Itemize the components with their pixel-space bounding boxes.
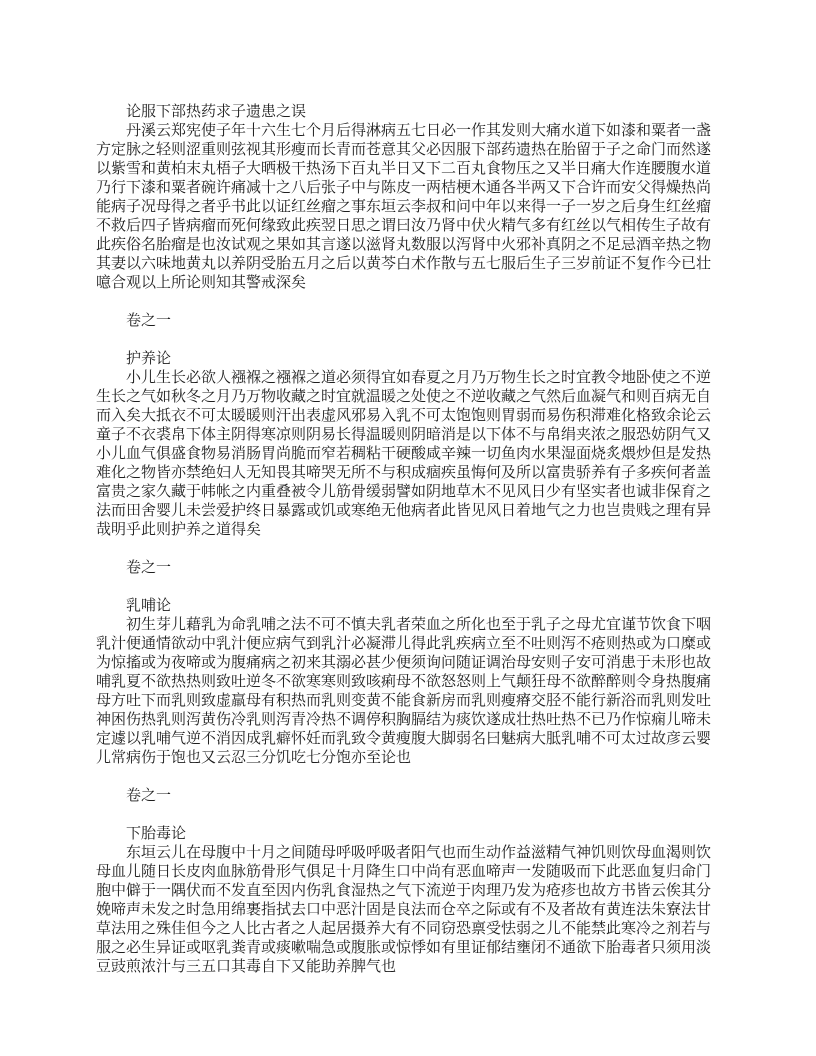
section-title: 乳哺论: [126, 598, 172, 614]
section-title: 护养论: [126, 351, 172, 367]
text-line: 草法用之殊佳但今之人比古者之人起居摄养大有不同窃恐禀受怯弱之儿不能禁此寒冷之剂若与: [96, 921, 712, 937]
text-line: 东垣云儿在母腹中十月之间随母呼吸呼吸者阳气也而生动作益滋精气神饥则饮母血渴则饮: [126, 845, 712, 861]
text-line: 丹溪云郑宪使子年十六生七个月后得淋病五七日必一作其发则大痛水道下如漆和粟者一盏: [126, 123, 712, 139]
text-line: 娩啼声未发之时急用绵裹指拭去口中恶汁固是良法而仓卒之际或有不及者故有黄连法朱寮法甘: [96, 902, 712, 918]
volume-heading: 卷之一: [126, 560, 172, 576]
text-line: 胞中僻于一隅伏而不发直至因内伤乳食湿热之气下流逆于肉理乃发为疮疹也故方书皆云俟其分: [96, 883, 712, 899]
text-line: 不救后四子皆病瘤而死何缘致此疾翌日思之谓曰汝乃肾中伏火精气多有红丝以气相传生子故有: [96, 218, 712, 234]
text-line: 豆豉煎浓汁与三五口其毒自下又能助养脾气也: [96, 959, 397, 975]
text-line: 富贵之家久藏于帏帐之内重叠被令儿筋骨缓弱譬如阴地草木不见风日少有坚实者也诚非保育之: [96, 484, 712, 500]
text-line: 小儿生长必欲人襁褓之襁褓之道必须得宜如春夏之月乃万物生长之时宜教令地卧使之不逆: [126, 370, 712, 386]
text-line: 服之必生异证或呕乳粪青或痰嗽喘急或腹胀或惊悸如有里证郁结壅闭不通欲下胎毒者只须用淡: [96, 940, 712, 956]
section-title: 下胎毒论: [126, 826, 187, 842]
text-line: 以紫雪和黄柏末丸梧子大晒极干热汤下百丸半日又下二百丸食物压之又半日痛大作连腰腹水道: [96, 161, 712, 177]
text-line: 方定脉之轻则涩重则弦视其形瘦而长青而苍意其父必因服下部药遗热在胎留于子之命门而然遂: [96, 142, 712, 158]
text-line: 儿常病伤于饱也又云忍三分饥吃七分饱亦至论也: [96, 750, 412, 766]
text-line: 神困伤热乳则泻黄伤冷乳则泻青冷热不调停积胸膈结为痰饮遂成壮热吐热不已乃作惊痫儿啼未: [96, 712, 712, 728]
text-line: 小儿血气俱盛食物易消肠胃尚脆而窄若稠粘干硬酸咸辛辣一切鱼肉水果湿面烧炙煨炒但是发热: [96, 446, 712, 462]
text-line: 哉明乎此则护养之道得矣: [96, 522, 262, 538]
text-line: 童子不衣裘帛下体主阴得寒凉则阴易长得温暖则阴暗消是以下体不与帛绢夹浓之服恐妨阴气又: [96, 427, 712, 443]
text-line: 生长之气如秋冬之月乃万物收藏之时宜就温暖之处使之不逆收藏之气然后血凝气和则百病无自: [96, 389, 712, 405]
text-line: 此疾俗名胎瘤是也汝试观之果如其言遂以滋肾丸数服以泻肾中火邪补真阴之不足忌酒辛热之物: [96, 237, 712, 253]
text-line: 法而田舍婴儿未尝爱护终日暴露或饥或寒绝无他病者此皆见风日着地气之力也岂贵贱之理有异: [96, 503, 712, 519]
text-line: 乳汁便通情欲动中乳汁便应病气到乳汁必凝滞儿得此乳疾病立至不吐则泻不疮则热或为口糜或: [96, 636, 712, 652]
text-line: 定遽以乳哺气逆不消因成乳癖怀妊而乳致令黄瘦腹大脚弱名曰魅病大胝乳哺不可太过故彦云婴: [96, 731, 712, 747]
volume-heading: 卷之一: [126, 788, 172, 804]
text-line: 难化之物皆亦禁绝妇人无知畏其啼哭无所不与积成痼疾虽悔何及所以富贵骄养有子多疾何者盖: [96, 465, 712, 481]
text-line: 母方吐下而乳则致虚羸母有积热而乳则变黄不能食新房而乳则瘦瘠交胫不能行新浴而乳则发吐: [96, 693, 712, 709]
document-page: [96, 103, 744, 977]
text-line: 其妻以六味地黄丸以养阴受胎五月之后以黄芩白术作散与五七服后生子三岁前证不复作今已壮: [96, 256, 712, 272]
text-line: 噫合观以上所论则知其警戒深矣: [96, 275, 307, 291]
text-line: 初生芽儿藉乳为命乳哺之法不可不慎夫乳者荣血之所化也至于乳子之母尤宜谨节饮食下咽: [126, 617, 712, 633]
text-line: 能病子况母得之者乎书此以证红丝瘤之事东垣云李叔和问中年以来得一子一岁之后身生红丝瘤: [96, 199, 712, 215]
text-line: 为惊搐或为夜啼或为腹痛病之初来其溺必甚少便须询问随证调治母安则子安可消患于未形也故: [96, 655, 712, 671]
text-line: 哺乳夏不欲热热则致吐逆冬不欲寒寒则致咳痢母不欲怒怒则上气颠狂母不欲醉醉则令身热腹痛: [96, 674, 712, 690]
section-title: 论服下部热药求子遗患之误: [126, 104, 307, 120]
text-line: 乃行下漆和粟者碗许痛减十之八后张子中与陈皮一两桔梗木通各半两又下合许而安父得燥热尚: [96, 180, 712, 196]
volume-heading: 卷之一: [126, 313, 172, 329]
text-line: 母血儿随日长皮肉血脉筋骨形气俱足十月降生口中尚有恶血啼声一发随吸而下此恶血复归命门: [96, 864, 712, 880]
text-line: 而入矣大抵衣不可太暖暖则汗出表虚风邪易入乳不可太饱饱则胃弱而易伤积滞难化格致余论云: [96, 408, 712, 424]
